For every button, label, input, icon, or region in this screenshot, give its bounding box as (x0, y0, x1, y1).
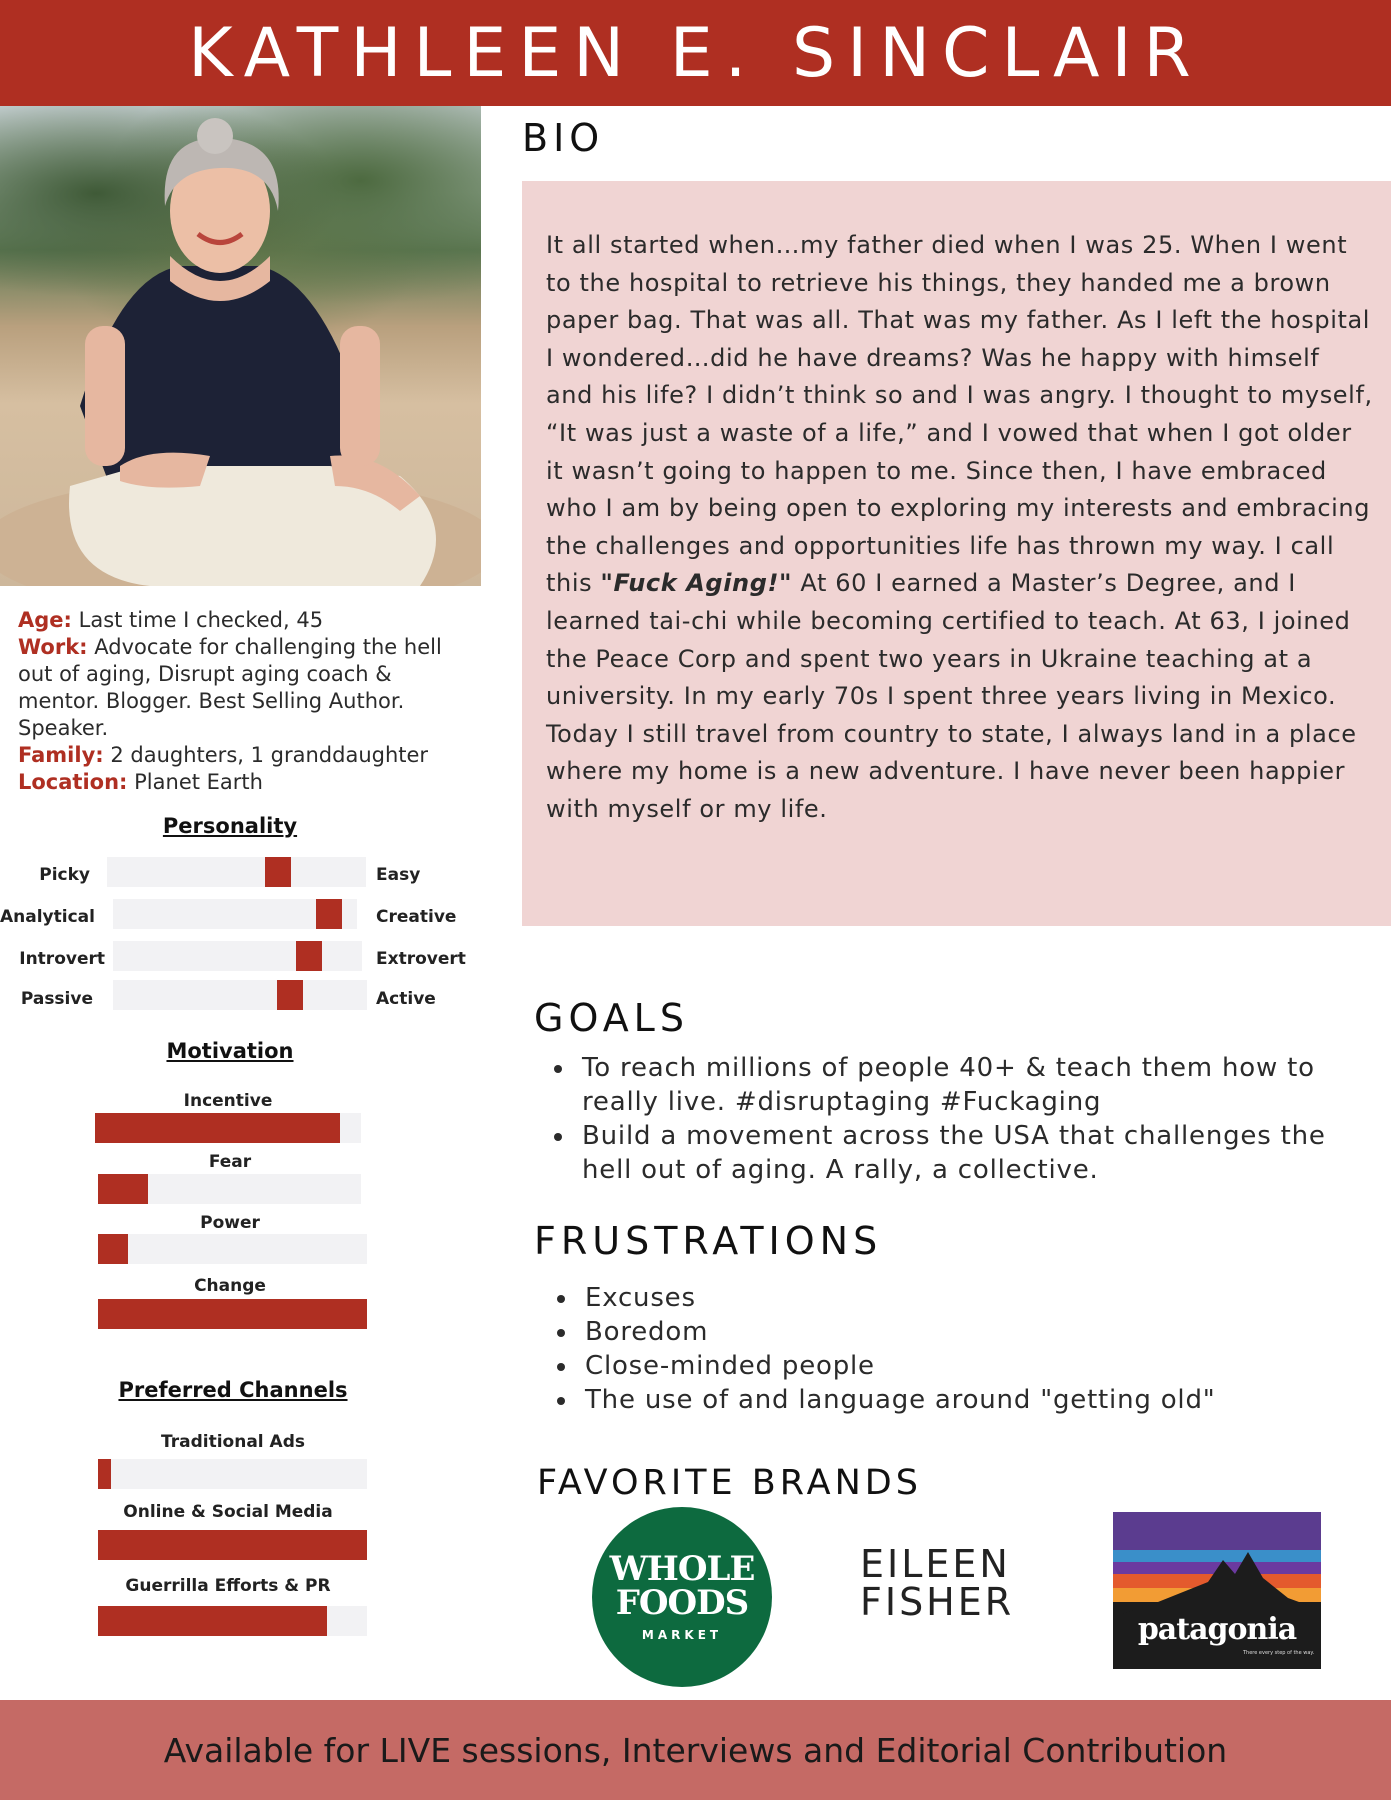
motivation-label: Fear (208, 1152, 252, 1172)
trait-right-label: Creative (376, 907, 457, 927)
whole-foods-line3: MARKET (641, 1628, 723, 1642)
patagonia-word: patagonia (1137, 1612, 1297, 1647)
patagonia-logo (1113, 1512, 1321, 1669)
frustrations-list (549, 1281, 1369, 1417)
motivation-bar (98, 1299, 367, 1329)
age-label: Age: (18, 608, 72, 632)
trait-left-label: Passive (20, 989, 93, 1009)
bio-title: BIO (522, 116, 605, 160)
bio-text-end: At 60 I earned a Master’s Degree, and I learned tai-chi while becoming certified to teach. At 63, I joined the Peace Corp and spent two years in Ukraine teaching at a university. In my early 70s I spent three years living in Mexico. Today I still travel from country to state, I always land in a place where my home is a new adventure. I have never been happier with myself or my life. (546, 569, 1357, 823)
frustration-item: Close-minded people (549, 1349, 1369, 1383)
bio-box (522, 181, 1391, 926)
motivation-fill (98, 1174, 148, 1204)
channel-bar (98, 1606, 367, 1636)
person-illustration (0, 106, 481, 586)
channel-fill (98, 1530, 367, 1560)
motivation-label: Incentive (183, 1091, 273, 1111)
goal-item: Build a movement across the USA that challenges the hell out of aging. A rally, a collective. (546, 1119, 1366, 1187)
frustration-item: The use of and language around "getting old" (549, 1383, 1369, 1417)
brands-title: FAVORITE BRANDS (537, 1463, 922, 1503)
trait-right-label: Extrovert (376, 949, 466, 969)
location-line (18, 769, 478, 796)
persona-name: KATHLEEN E. SINCLAIR (188, 13, 1203, 93)
trait-slider (113, 980, 367, 1010)
goal-item: To reach millions of people 40+ & teach them how to really live. #disruptaging #Fuckaging (546, 1051, 1366, 1119)
location-value: Planet Earth (134, 770, 263, 794)
header-banner (0, 0, 1391, 106)
whole-foods-line1: WHOLE (609, 1549, 755, 1589)
trait-marker (296, 941, 322, 971)
frustration-item: Boredom (549, 1315, 1369, 1349)
channel-fill (98, 1606, 327, 1636)
motivation-fill (98, 1234, 128, 1264)
motivation-bar (98, 1234, 367, 1264)
motivation-title: Motivation (166, 1039, 294, 1063)
age-value: Last time I checked, 45 (78, 608, 324, 632)
trait-left-label: Picky (39, 865, 90, 885)
trait-right-label: Active (376, 989, 436, 1009)
work-label: Work: (18, 635, 88, 659)
channels-title: Preferred Channels (118, 1378, 348, 1402)
motivation-bar (98, 1174, 361, 1204)
trait-left-label: Analytical (0, 907, 95, 927)
whole-foods-logo (592, 1507, 772, 1687)
eileen-fisher-line1: EILEEN (860, 1542, 1011, 1586)
frustrations-title: FRUSTRATIONS (534, 1219, 883, 1263)
channel-bar (98, 1459, 367, 1489)
motivation-fill (98, 1299, 367, 1329)
trait-right-label: Easy (376, 865, 421, 885)
trait-marker (316, 899, 342, 929)
personality-title: Personality (162, 814, 298, 838)
eileen-fisher-logo (860, 1542, 1020, 1624)
eileen-fisher-line2: FISHER (860, 1580, 1015, 1624)
channel-label: Guerrilla Efforts & PR (125, 1576, 331, 1596)
profile-photo (0, 106, 481, 586)
bio-text-start: It all started when…my father died when I was 25. When I went to the hospital to retrieve his things, they handed me a brown paper bag. That was all. That was my father. As I left the hospital I wondered…did he have dreams? Was he happy with himself and his life? I didn’t think so and I was angry. I thought to myself, “It was just a waste of a life,” and I vowed that when I got older it wasn’t going to happen to me. Since then, I have embraced who I am by being open to exploring my interests and embracing the challenges and opportunities life has thrown my way. I call this (546, 231, 1373, 598)
trait-slider (113, 899, 357, 929)
trait-slider (113, 941, 362, 971)
channel-label: Traditional Ads (161, 1432, 305, 1452)
channel-bar (98, 1530, 367, 1560)
motivation-fill (95, 1113, 340, 1143)
profile-facts (18, 607, 478, 796)
footer-text: Available for LIVE sessions, Interviews and Editorial Contribution (163, 1730, 1228, 1770)
family-line (18, 742, 478, 769)
patagonia-tagline: There every step of the way. (1243, 1650, 1315, 1656)
work-line (18, 634, 478, 742)
whole-foods-line2: FOODS (615, 1583, 749, 1623)
work-value: Advocate for challenging the hell out of aging, Disrupt aging coach & mentor. Blogger. Best Selling Author. Speaker. (18, 635, 442, 740)
trait-left-label: Introvert (19, 949, 105, 969)
trait-marker (277, 980, 303, 1010)
channel-fill (98, 1459, 111, 1489)
goals-list (546, 1051, 1366, 1187)
age-line (18, 607, 478, 634)
trait-marker (265, 857, 291, 887)
goals-title: GOALS (534, 996, 689, 1040)
motivation-label: Power (200, 1213, 260, 1233)
family-label: Family: (18, 743, 104, 767)
bio-emphasis: "Fuck Aging!" (600, 569, 793, 598)
motivation-bar (95, 1113, 361, 1143)
channel-label: Online & Social Media (123, 1502, 333, 1522)
bio-text (546, 227, 1374, 829)
motivation-label: Change (194, 1276, 266, 1296)
location-label: Location: (18, 770, 128, 794)
footer-banner (0, 1700, 1391, 1800)
trait-slider (107, 857, 366, 887)
frustration-item: Excuses (549, 1281, 1369, 1315)
family-value: 2 daughters, 1 granddaughter (110, 743, 429, 767)
